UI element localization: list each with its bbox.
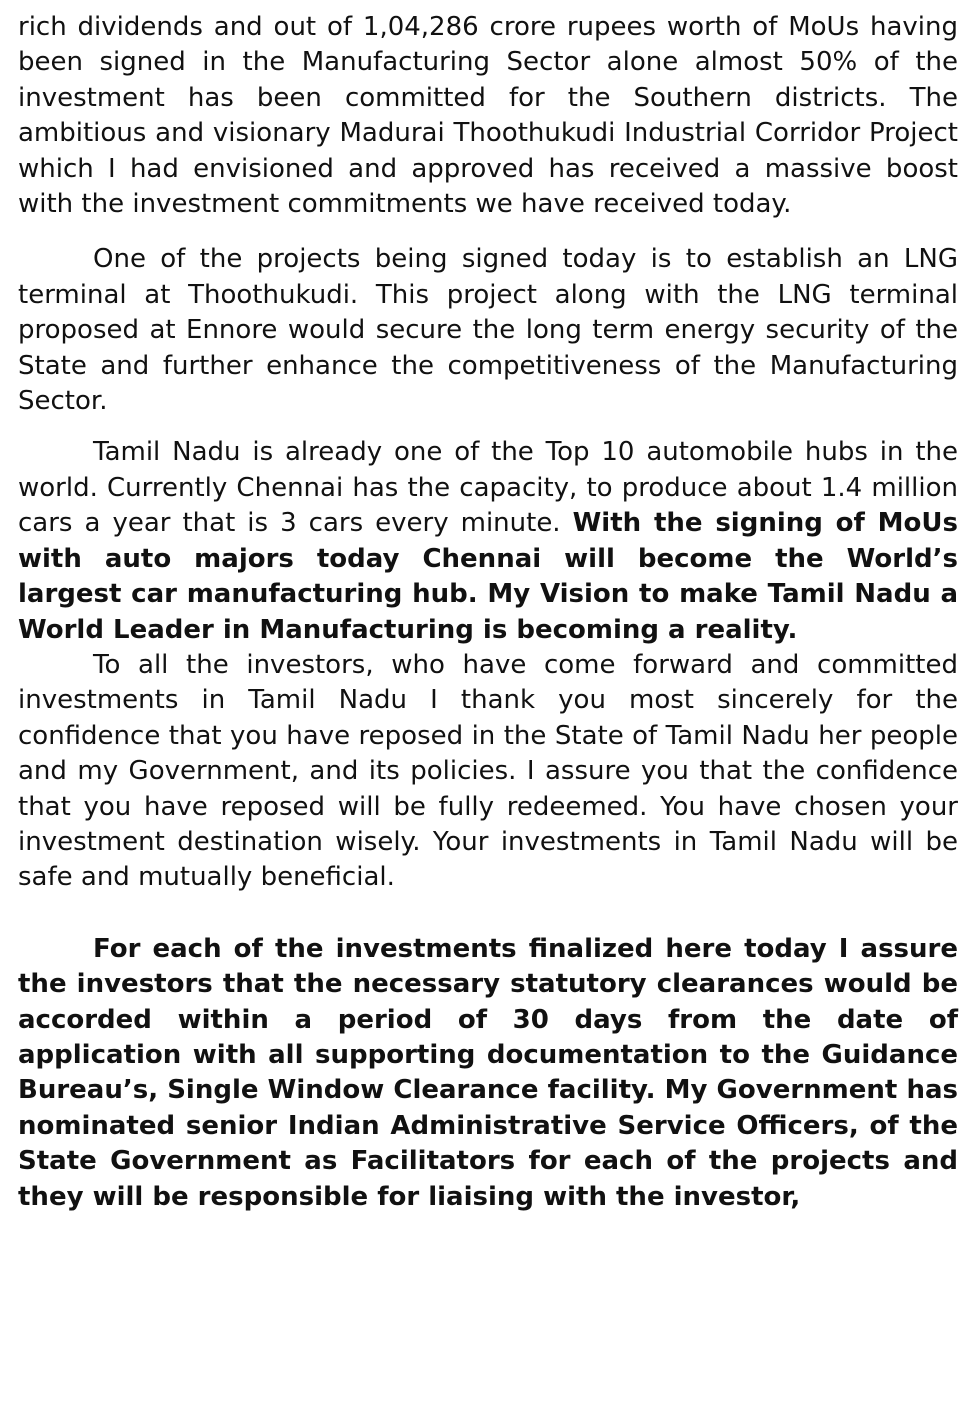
paragraph-statutory-clearances: For each of the investments finalized here today I assure the investors that the necessary statutory clearances would be accorded within a period of 30 days from the date of application with all supporting documentation to the Guidance Bureau’s, Single Window Clearance facility. My Government has nominated senior Indian Administrative Service Officers, of the State Government as Facilitators for each of the projects and they will be responsible for liaising with the investor, (18, 933, 958, 1212)
document-page (18, 10, 958, 1215)
paragraph-investors-thanks: To all the investors, who have come forward and committed investments in Tamil Nadu I thank you most sincerely for the confidence that you have reposed in the State of Tamil Nadu her people and my Government, and its policies. I assure you that the confidence that you have reposed will be fully redeemed. You have chosen your investment destination wisely. Your investments in Tamil Nadu will be safe and mutually beneficial. (18, 649, 958, 893)
paragraph-automobile-hubs-bold: With the signing of MoUs with auto majors today Chennai will become the World’s largest car manufacturing hub. My Vision to make Tamil Nadu a World Leader in Manufacturing is becoming a reality. (18, 508, 958, 645)
paragraph-automobile-hubs-text: Tamil Nadu is already one of the Top 10 automobile hubs in the world. Currently Chennai has the capacity, to produce about 1.4 million cars a year that is 3 cars every minute. (18, 437, 958, 539)
paragraph-lng-terminal: One of the projects being signed today is to establish an LNG terminal at Thoothukudi. This project along with the LNG terminal proposed at Ennore would secure the long term energy security of the State and further enhance the competitiveness of the Manufacturing Sector. (18, 244, 958, 417)
paragraph-automobile-hubs (18, 435, 958, 647)
paragraph-dividends: rich dividends and out of 1,04,286 crore rupees worth of MoUs having been signed in the Manufacturing Sector alone almost 50% of the investment has been committed for the Southern districts. The ambitious and visionary Madurai Thoothukudi Industrial Corridor Project which I had envisioned and approved has received a massive boost with the investment commitments we have received today. (18, 12, 958, 220)
